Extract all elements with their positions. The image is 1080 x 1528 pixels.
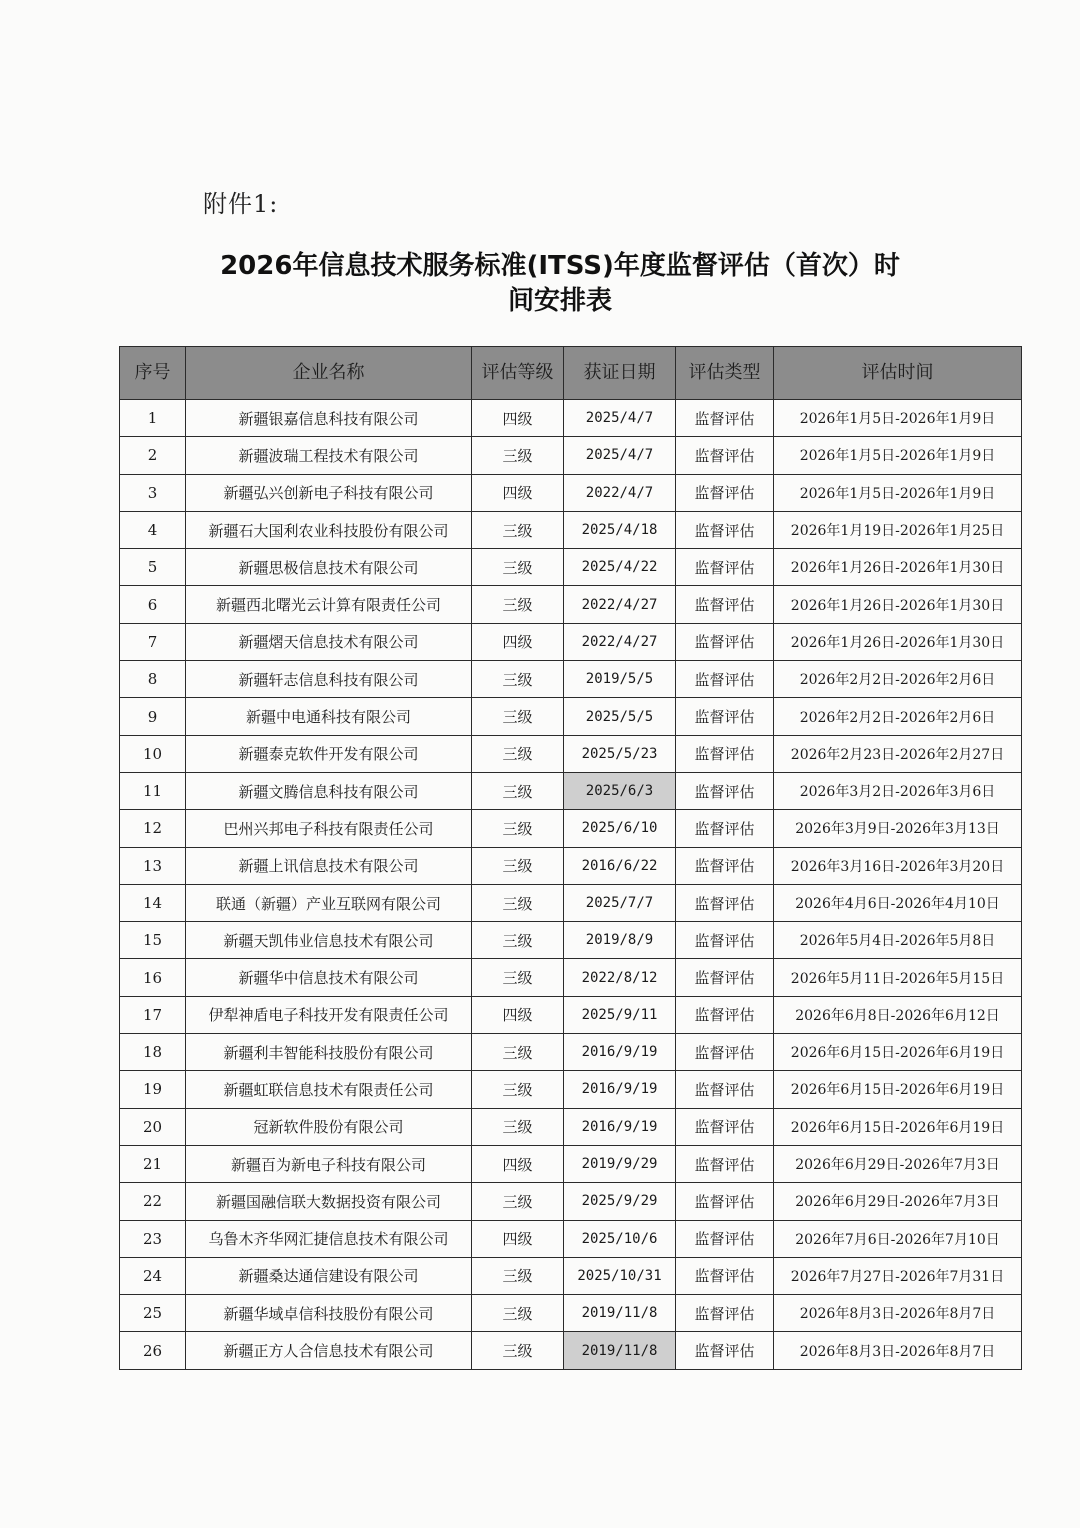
cell-seq: 20 <box>120 1108 186 1145</box>
table-row <box>120 1257 1022 1294</box>
cell-eval-type: 监督评估 <box>676 922 774 959</box>
cell-level: 三级 <box>472 772 564 809</box>
cell-company: 新疆华中信息技术有限公司 <box>186 959 472 996</box>
cell-eval-time: 2026年1月5日-2026年1月9日 <box>774 474 1022 511</box>
cell-level: 三级 <box>472 698 564 735</box>
header-seq: 序号 <box>120 347 186 400</box>
cell-company: 新疆波瑞工程技术有限公司 <box>186 437 472 474</box>
cell-company: 新疆华域卓信科技股份有限公司 <box>186 1295 472 1332</box>
cell-eval-time: 2026年2月2日-2026年2月6日 <box>774 661 1022 698</box>
table-row <box>120 698 1022 735</box>
cell-cert-date: 2025/10/6 <box>564 1220 676 1257</box>
cell-eval-type: 监督评估 <box>676 698 774 735</box>
table-row <box>120 549 1022 586</box>
cell-eval-time: 2026年6月15日-2026年6月19日 <box>774 1034 1022 1071</box>
cell-seq: 22 <box>120 1183 186 1220</box>
table-row <box>120 623 1022 660</box>
table-header <box>120 347 1022 400</box>
cell-cert-date: 2025/10/31 <box>564 1257 676 1294</box>
document-title: 2026年信息技术服务标准(ITSS)年度监督评估（首次）时 <box>220 251 900 281</box>
cell-company: 新疆西北曙光云计算有限责任公司 <box>186 586 472 623</box>
cell-eval-type: 监督评估 <box>676 810 774 847</box>
cell-level: 三级 <box>472 437 564 474</box>
cell-eval-time: 2026年5月4日-2026年5月8日 <box>774 922 1022 959</box>
cell-company: 联通（新疆）产业互联网有限公司 <box>186 884 472 921</box>
cell-eval-type: 监督评估 <box>676 586 774 623</box>
cell-company: 伊犁神盾电子科技开发有限责任公司 <box>186 996 472 1033</box>
cell-company: 乌鲁木齐华网汇捷信息技术有限公司 <box>186 1220 472 1257</box>
cell-seq: 9 <box>120 698 186 735</box>
cell-eval-type: 监督评估 <box>676 959 774 996</box>
cell-eval-time: 2026年2月23日-2026年2月27日 <box>774 735 1022 772</box>
cell-cert-date: 2025/4/22 <box>564 549 676 586</box>
table-row <box>120 474 1022 511</box>
header-level: 评估等级 <box>472 347 564 400</box>
cell-eval-type: 监督评估 <box>676 474 774 511</box>
cell-level: 四级 <box>472 400 564 437</box>
cell-seq: 23 <box>120 1220 186 1257</box>
attachment-label: 附件1: <box>203 190 279 218</box>
cell-company: 新疆虹联信息技术有限责任公司 <box>186 1071 472 1108</box>
header-company: 企业名称 <box>186 347 472 400</box>
table-row <box>120 959 1022 996</box>
cell-eval-time: 2026年1月5日-2026年1月9日 <box>774 437 1022 474</box>
cell-cert-date: 2016/9/19 <box>564 1108 676 1145</box>
cell-seq: 18 <box>120 1034 186 1071</box>
cell-eval-time: 2026年1月26日-2026年1月30日 <box>774 586 1022 623</box>
table-row <box>120 772 1022 809</box>
cell-level: 三级 <box>472 922 564 959</box>
cell-company: 新疆银嘉信息科技有限公司 <box>186 400 472 437</box>
cell-company: 冠新软件股份有限公司 <box>186 1108 472 1145</box>
cell-company: 新疆百为新电子科技有限公司 <box>186 1145 472 1182</box>
cell-seq: 6 <box>120 586 186 623</box>
table-row <box>120 1220 1022 1257</box>
cell-cert-date: 2025/9/11 <box>564 996 676 1033</box>
cell-level: 四级 <box>472 996 564 1033</box>
cell-level: 四级 <box>472 623 564 660</box>
cell-cert-date: 2019/5/5 <box>564 661 676 698</box>
table-row <box>120 884 1022 921</box>
cell-cert-date: 2019/9/29 <box>564 1145 676 1182</box>
table-row <box>120 437 1022 474</box>
cell-level: 四级 <box>472 474 564 511</box>
cell-eval-type: 监督评估 <box>676 623 774 660</box>
cell-eval-time: 2026年3月2日-2026年3月6日 <box>774 772 1022 809</box>
cell-cert-date: 2016/9/19 <box>564 1034 676 1071</box>
cell-company: 新疆正方人合信息技术有限公司 <box>186 1332 472 1369</box>
cell-seq: 14 <box>120 884 186 921</box>
cell-company: 新疆利丰智能科技股份有限公司 <box>186 1034 472 1071</box>
cell-cert-date: 2025/6/3 <box>564 772 676 809</box>
cell-level: 三级 <box>472 847 564 884</box>
cell-company: 新疆思极信息技术有限公司 <box>186 549 472 586</box>
cell-eval-time: 2026年6月15日-2026年6月19日 <box>774 1108 1022 1145</box>
cell-seq: 11 <box>120 772 186 809</box>
cell-cert-date: 2022/4/27 <box>564 623 676 660</box>
cell-company: 新疆熠天信息技术有限公司 <box>186 623 472 660</box>
cell-seq: 4 <box>120 511 186 548</box>
table-row <box>120 1034 1022 1071</box>
cell-cert-date: 2025/5/23 <box>564 735 676 772</box>
cell-eval-time: 2026年2月2日-2026年2月6日 <box>774 698 1022 735</box>
cell-eval-time: 2026年7月6日-2026年7月10日 <box>774 1220 1022 1257</box>
cell-eval-time: 2026年6月29日-2026年7月3日 <box>774 1145 1022 1182</box>
cell-level: 三级 <box>472 735 564 772</box>
cell-cert-date: 2019/11/8 <box>564 1295 676 1332</box>
table-row <box>120 586 1022 623</box>
cell-eval-type: 监督评估 <box>676 549 774 586</box>
table-row <box>120 735 1022 772</box>
cell-company: 新疆中电通科技有限公司 <box>186 698 472 735</box>
table-body <box>120 400 1022 1370</box>
cell-company: 新疆桑达通信建设有限公司 <box>186 1257 472 1294</box>
header-eval-time: 评估时间 <box>774 347 1022 400</box>
table-row <box>120 1145 1022 1182</box>
cell-company: 新疆国融信联大数据投资有限公司 <box>186 1183 472 1220</box>
cell-cert-date: 2025/4/7 <box>564 437 676 474</box>
cell-seq: 3 <box>120 474 186 511</box>
cell-seq: 21 <box>120 1145 186 1182</box>
cell-seq: 17 <box>120 996 186 1033</box>
cell-eval-time: 2026年3月16日-2026年3月20日 <box>774 847 1022 884</box>
cell-level: 三级 <box>472 810 564 847</box>
cell-cert-date: 2019/8/9 <box>564 922 676 959</box>
cell-cert-date: 2025/4/18 <box>564 511 676 548</box>
cell-eval-type: 监督评估 <box>676 1332 774 1369</box>
cell-cert-date: 2019/11/8 <box>564 1332 676 1369</box>
cell-eval-time: 2026年1月19日-2026年1月25日 <box>774 511 1022 548</box>
cell-eval-type: 监督评估 <box>676 1071 774 1108</box>
cell-cert-date: 2022/8/12 <box>564 959 676 996</box>
cell-eval-type: 监督评估 <box>676 661 774 698</box>
cell-eval-time: 2026年1月26日-2026年1月30日 <box>774 623 1022 660</box>
cell-cert-date: 2016/9/19 <box>564 1071 676 1108</box>
cell-cert-date: 2025/5/5 <box>564 698 676 735</box>
cell-eval-time: 2026年6月15日-2026年6月19日 <box>774 1071 1022 1108</box>
cell-eval-type: 监督评估 <box>676 437 774 474</box>
cell-company: 新疆轩志信息科技有限公司 <box>186 661 472 698</box>
cell-company: 新疆泰克软件开发有限公司 <box>186 735 472 772</box>
cell-eval-type: 监督评估 <box>676 735 774 772</box>
cell-company: 新疆弘兴创新电子科技有限公司 <box>186 474 472 511</box>
table-row <box>120 810 1022 847</box>
cell-cert-date: 2016/6/22 <box>564 847 676 884</box>
header-row <box>120 347 1022 400</box>
cell-eval-type: 监督评估 <box>676 400 774 437</box>
cell-seq: 24 <box>120 1257 186 1294</box>
table-row <box>120 996 1022 1033</box>
table-row <box>120 661 1022 698</box>
cell-seq: 7 <box>120 623 186 660</box>
cell-level: 三级 <box>472 1257 564 1294</box>
cell-company: 新疆石大国利农业科技股份有限公司 <box>186 511 472 548</box>
header-eval-type: 评估类型 <box>676 347 774 400</box>
cell-level: 四级 <box>472 1145 564 1182</box>
header-cert-date: 获证日期 <box>564 347 676 400</box>
cell-eval-type: 监督评估 <box>676 1145 774 1182</box>
cell-eval-type: 监督评估 <box>676 772 774 809</box>
cell-eval-type: 监督评估 <box>676 1257 774 1294</box>
table-row <box>120 1332 1022 1369</box>
cell-company: 新疆上讯信息技术有限公司 <box>186 847 472 884</box>
table-row <box>120 1295 1022 1332</box>
cell-seq: 25 <box>120 1295 186 1332</box>
cell-company: 新疆文腾信息科技有限公司 <box>186 772 472 809</box>
table-row <box>120 511 1022 548</box>
table-row <box>120 1071 1022 1108</box>
cell-company: 巴州兴邦电子科技有限责任公司 <box>186 810 472 847</box>
table-row <box>120 1183 1022 1220</box>
cell-level: 三级 <box>472 1071 564 1108</box>
cell-eval-type: 监督评估 <box>676 1220 774 1257</box>
cell-eval-type: 监督评估 <box>676 884 774 921</box>
cell-seq: 19 <box>120 1071 186 1108</box>
cell-eval-time: 2026年8月3日-2026年8月7日 <box>774 1295 1022 1332</box>
cell-eval-type: 监督评估 <box>676 511 774 548</box>
cell-eval-type: 监督评估 <box>676 847 774 884</box>
cell-seq: 13 <box>120 847 186 884</box>
cell-level: 三级 <box>472 1295 564 1332</box>
cell-eval-type: 监督评估 <box>676 1183 774 1220</box>
cell-seq: 1 <box>120 400 186 437</box>
cell-eval-time: 2026年6月29日-2026年7月3日 <box>774 1183 1022 1220</box>
cell-cert-date: 2022/4/7 <box>564 474 676 511</box>
cell-eval-type: 监督评估 <box>676 996 774 1033</box>
cell-eval-time: 2026年7月27日-2026年7月31日 <box>774 1257 1022 1294</box>
cell-cert-date: 2025/9/29 <box>564 1183 676 1220</box>
cell-eval-time: 2026年1月26日-2026年1月30日 <box>774 549 1022 586</box>
table-row <box>120 847 1022 884</box>
document-title-line2: 间安排表 <box>507 286 612 316</box>
cell-level: 三级 <box>472 1034 564 1071</box>
cell-seq: 8 <box>120 661 186 698</box>
cell-eval-type: 监督评估 <box>676 1295 774 1332</box>
schedule-table <box>119 346 1022 1370</box>
cell-cert-date: 2025/7/7 <box>564 884 676 921</box>
cell-seq: 2 <box>120 437 186 474</box>
cell-level: 三级 <box>472 549 564 586</box>
cell-level: 四级 <box>472 1220 564 1257</box>
cell-level: 三级 <box>472 1183 564 1220</box>
cell-seq: 15 <box>120 922 186 959</box>
cell-eval-time: 2026年5月11日-2026年5月15日 <box>774 959 1022 996</box>
cell-eval-type: 监督评估 <box>676 1108 774 1145</box>
cell-level: 三级 <box>472 1332 564 1369</box>
cell-eval-time: 2026年3月9日-2026年3月13日 <box>774 810 1022 847</box>
cell-eval-time: 2026年8月3日-2026年8月7日 <box>774 1332 1022 1369</box>
cell-eval-time: 2026年4月6日-2026年4月10日 <box>774 884 1022 921</box>
cell-cert-date: 2025/6/10 <box>564 810 676 847</box>
table-row <box>120 400 1022 437</box>
cell-level: 三级 <box>472 511 564 548</box>
cell-cert-date: 2025/4/7 <box>564 400 676 437</box>
cell-level: 三级 <box>472 884 564 921</box>
cell-seq: 26 <box>120 1332 186 1369</box>
cell-company: 新疆天凯伟业信息技术有限公司 <box>186 922 472 959</box>
cell-eval-time: 2026年1月5日-2026年1月9日 <box>774 400 1022 437</box>
cell-seq: 12 <box>120 810 186 847</box>
cell-level: 三级 <box>472 959 564 996</box>
cell-seq: 16 <box>120 959 186 996</box>
cell-seq: 5 <box>120 549 186 586</box>
cell-level: 三级 <box>472 661 564 698</box>
cell-level: 三级 <box>472 586 564 623</box>
table-row <box>120 922 1022 959</box>
cell-eval-type: 监督评估 <box>676 1034 774 1071</box>
cell-level: 三级 <box>472 1108 564 1145</box>
cell-eval-time: 2026年6月8日-2026年6月12日 <box>774 996 1022 1033</box>
table-row <box>120 1108 1022 1145</box>
cell-cert-date: 2022/4/27 <box>564 586 676 623</box>
cell-seq: 10 <box>120 735 186 772</box>
